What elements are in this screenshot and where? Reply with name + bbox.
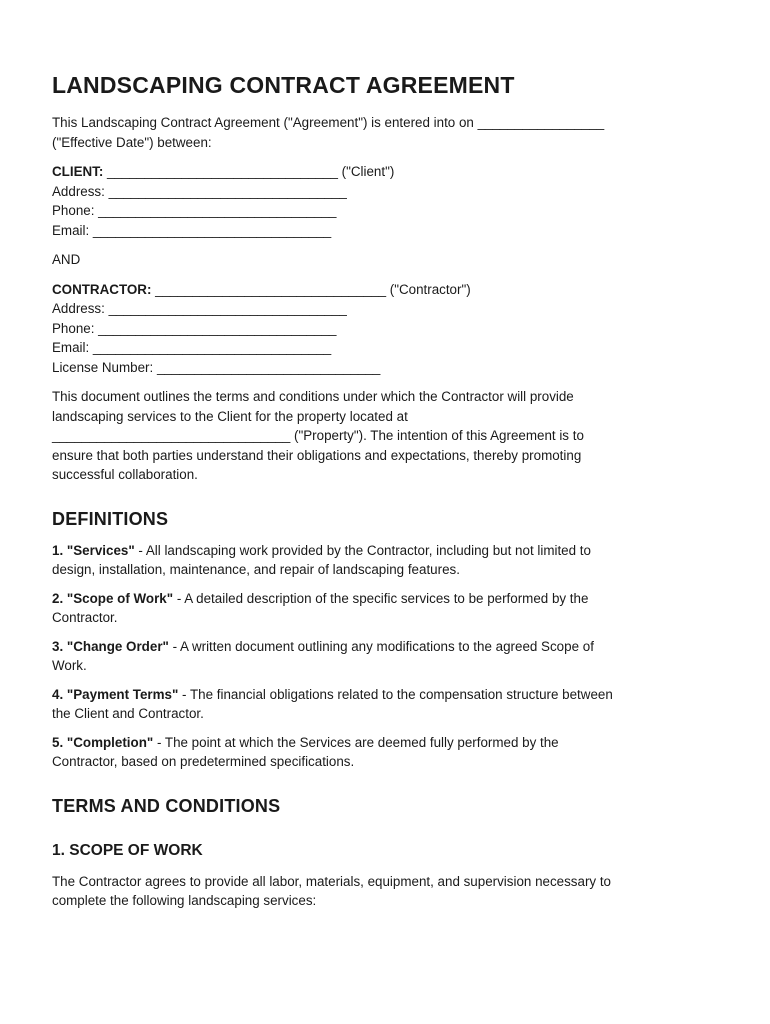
definition-text-cont: design, installation, maintenance, and repair of landscaping features. <box>52 562 460 577</box>
definition-item <box>52 637 708 676</box>
definition-term: 3. "Change Order" <box>52 638 169 654</box>
scope-of-work-paragraph <box>52 872 708 911</box>
client-label: CLIENT: <box>52 164 104 179</box>
definition-text: - A written document outlining any modifications to the agreed Scope of <box>168 638 594 654</box>
definition-text-cont: the Client and Contractor. <box>52 706 204 721</box>
purpose-line-1: This document outlines the terms and conditions under which the Contractor will provide <box>52 389 574 404</box>
definition-text-cont: Contractor, based on predetermined specifications. <box>52 754 355 769</box>
contractor-phone-field: Phone: ________________________________ <box>52 320 337 336</box>
intro-paragraph <box>52 113 708 152</box>
client-name-row <box>52 162 708 182</box>
terms-heading: TERMS AND CONDITIONS <box>52 795 281 816</box>
contractor-name-row <box>52 280 708 300</box>
intro-line-1: This Landscaping Contract Agreement ("Agreement") is entered into on _________________ <box>52 115 605 130</box>
contractor-label: CONTRACTOR: <box>52 281 152 297</box>
definition-item <box>52 541 708 580</box>
scope-line-1: The Contractor agrees to provide all labor, materials, equipment, and supervision necessary to <box>52 873 611 889</box>
and-separator: AND <box>52 252 81 267</box>
client-phone-field: Phone: ________________________________ <box>52 203 337 218</box>
client-email-field: Email: ________________________________ <box>52 222 332 238</box>
contractor-email-field: Email: ________________________________ <box>52 340 332 355</box>
document-title: LANDSCAPING CONTRACT AGREEMENT <box>52 72 515 98</box>
purpose-line-2: landscaping services to the Client for the property located at <box>52 408 408 424</box>
definition-item <box>52 685 708 724</box>
definition-term: 1. "Services" <box>52 542 135 558</box>
definitions-heading: DEFINITIONS <box>52 508 169 529</box>
definition-term: 5. "Completion" <box>52 734 154 750</box>
purpose-line-4: ensure that both parties understand their obligations and expectations, thereby promoting <box>52 447 582 463</box>
definition-text: - The point at which the Services are deemed fully performed by the <box>153 734 559 750</box>
definition-term: 2. "Scope of Work" <box>52 590 174 606</box>
contractor-address-field: Address: ________________________________ <box>52 301 347 316</box>
contractor-name-field: _______________________________ ("Contractor") <box>151 281 471 297</box>
definition-text: - A detailed description of the specific services to be performed by the <box>173 590 589 606</box>
definition-item <box>52 589 708 628</box>
client-block <box>52 162 708 240</box>
purpose-paragraph <box>52 387 708 485</box>
purpose-line-5: successful collaboration. <box>52 467 198 482</box>
definitions-list <box>52 541 708 772</box>
definition-item <box>52 733 708 772</box>
definition-text: - The financial obligations related to the compensation structure between <box>178 686 613 702</box>
contractor-license-field: License Number: ______________________________ <box>52 359 381 375</box>
client-name-field: _______________________________ ("Client") <box>103 164 395 179</box>
definition-term: 4. "Payment Terms" <box>52 686 179 702</box>
scope-of-work-heading: 1. SCOPE OF WORK <box>52 841 203 859</box>
client-address-field: Address: ________________________________ <box>52 183 347 199</box>
scope-line-2: complete the following landscaping services: <box>52 893 317 908</box>
definition-text-cont: Contractor. <box>52 610 118 625</box>
purpose-line-3: ________________________________ ("Property"). The intention of this Agreement is to <box>52 428 584 443</box>
definition-text-cont: Work. <box>52 658 87 673</box>
definition-text: - All landscaping work provided by the Contractor, including but not limited to <box>134 542 591 558</box>
intro-line-2: ("Effective Date") between: <box>52 134 212 150</box>
contractor-block <box>52 280 708 378</box>
